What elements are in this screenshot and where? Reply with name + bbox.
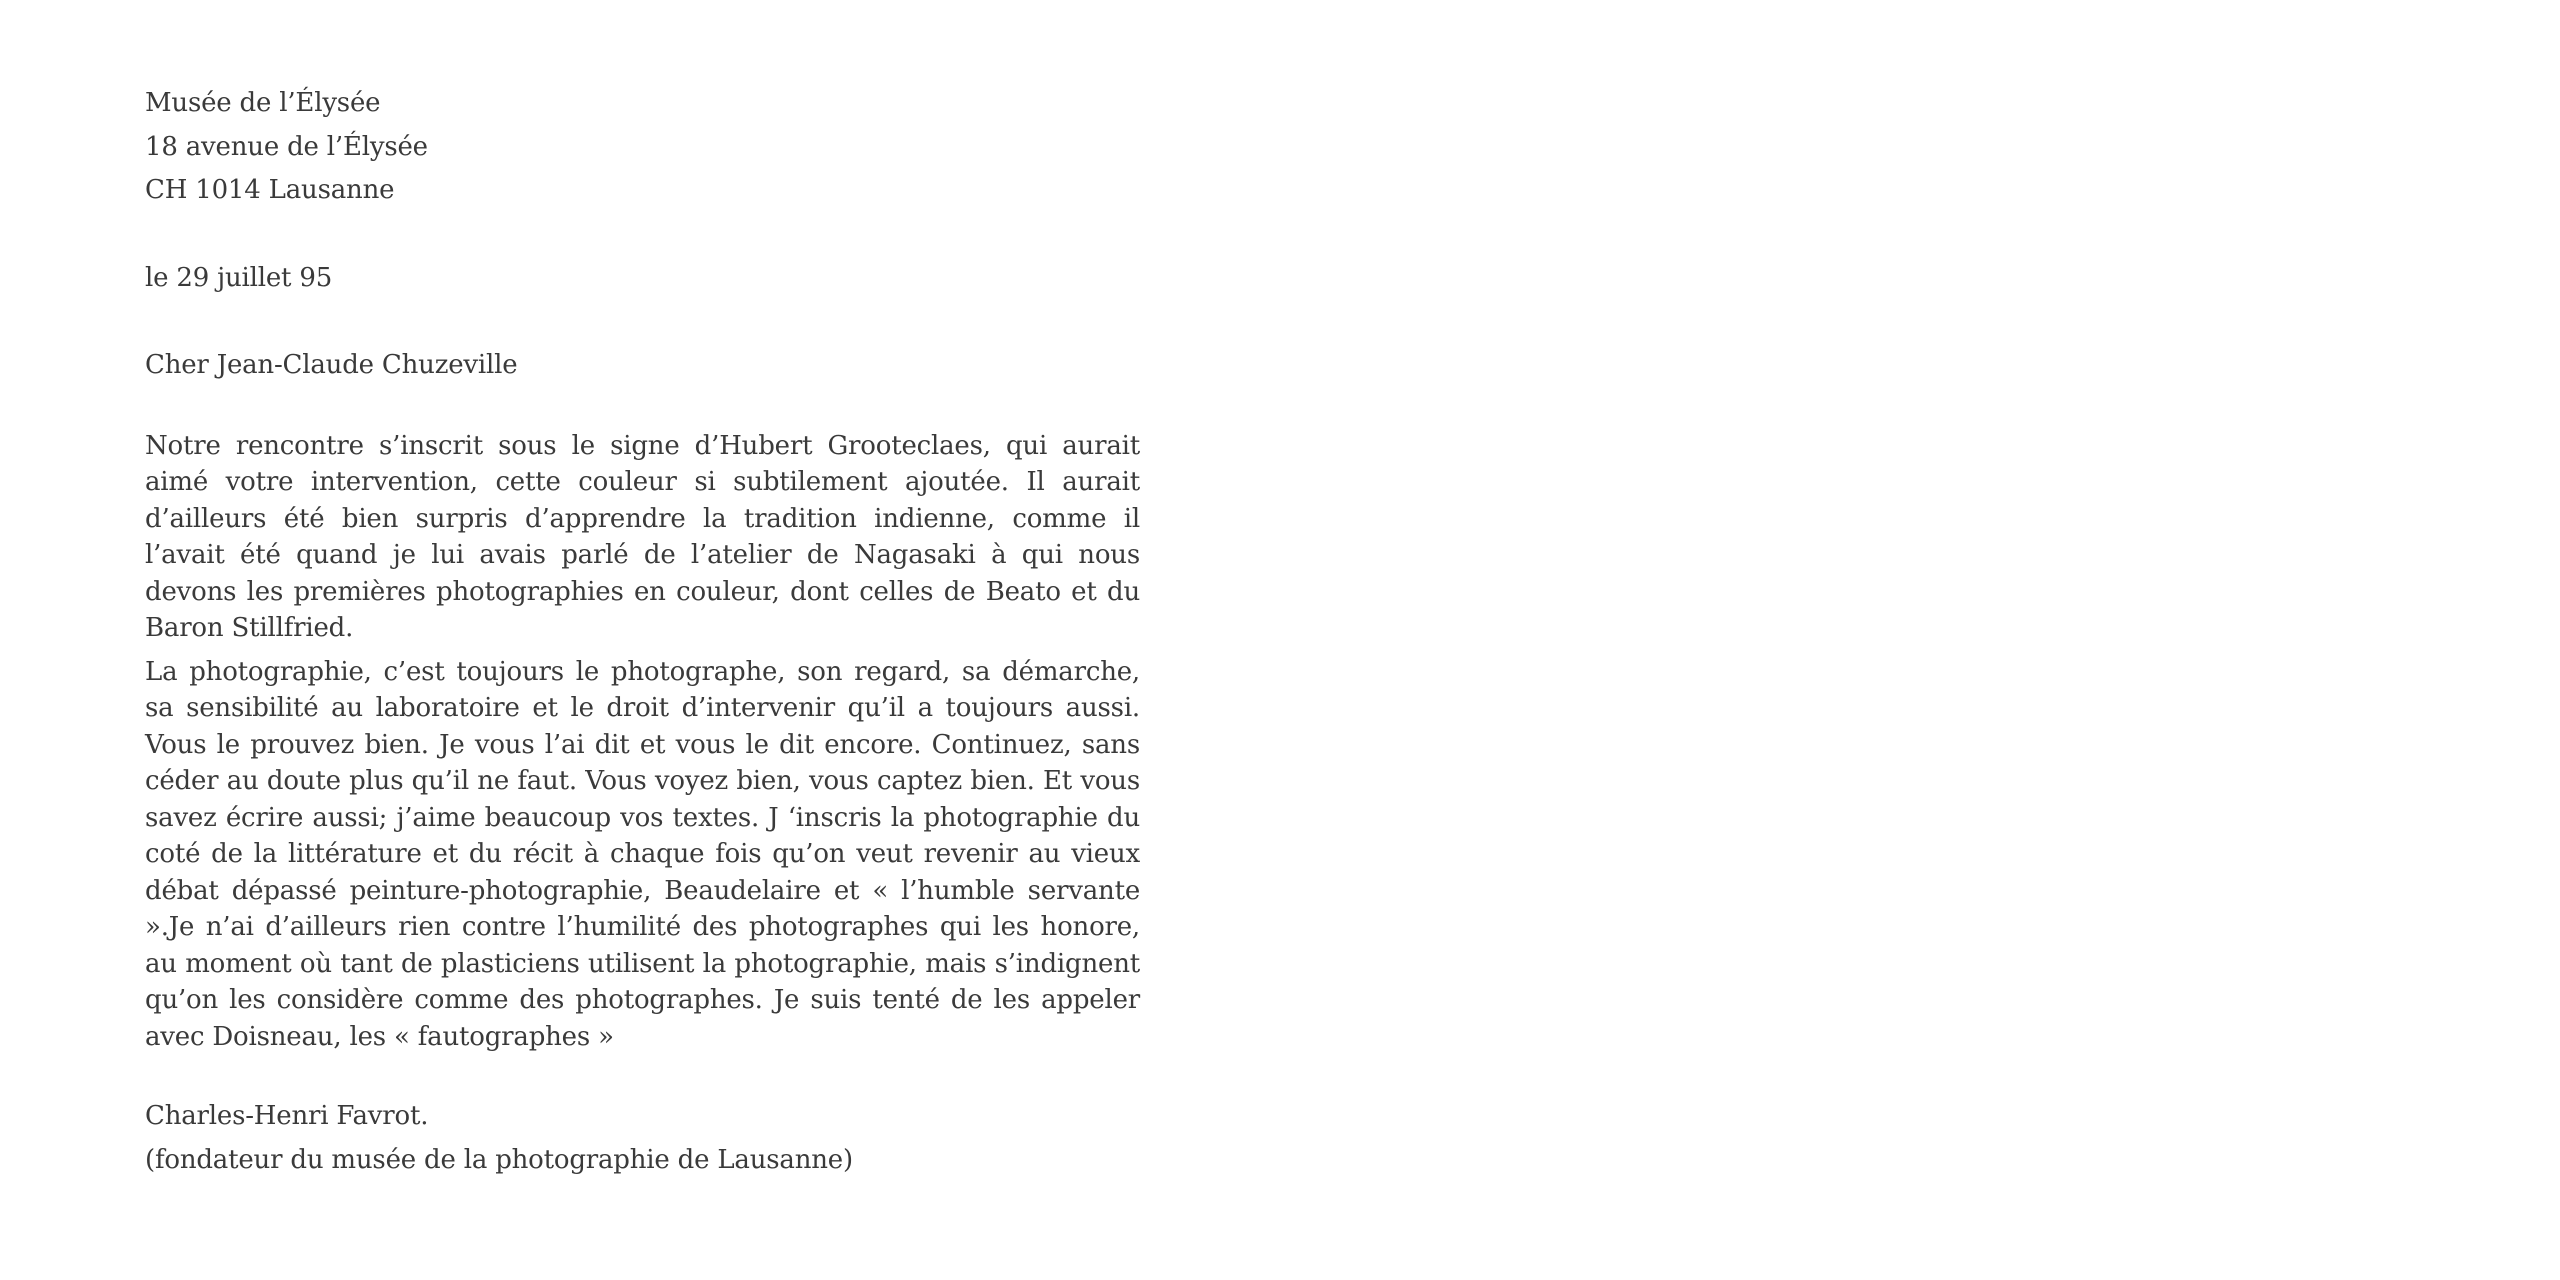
- letter: [145, 82, 1140, 1182]
- signature-block: [145, 1095, 1140, 1182]
- letter-date: le 29 juillet 95: [145, 262, 333, 293]
- salutation: Cher Jean-Claude Chuzeville: [145, 350, 518, 380]
- address-line-institution: Musée de l’Élysée: [145, 88, 381, 118]
- signature-name: Charles-Henri Favrot.: [145, 1101, 429, 1131]
- address-line-street: 18 avenue de l’Élysée: [145, 131, 428, 162]
- sender-address: [145, 82, 1140, 213]
- paragraph-1: Notre rencontre s’inscrit sous le signe d’Hubert Grooteclaes, qui aurait aimé votre intervention, cette couleur si subtilement ajoutée. Il aurait d’ailleurs été bien surpris d’apprendre la tradition indienne, comme il l’avait été quand je lui avais parlé de l’atelier de Nagasaki à qui nous devons les premières photographies en couleur, dont celles de Beato et du Baron Stillfried.: [145, 430, 1140, 643]
- signature-title: (fondateur du musée de la photographie de Lausanne): [145, 1144, 853, 1175]
- letter-body: [145, 428, 1140, 1056]
- paragraph-2: La photographie, c’est toujours le photographe, son regard, sa démarche, sa sensibilité au laboratoire et le droit d’intervenir qu’il a toujours aussi. Vous le prouvez bien. Je vous l’ai dit et vous le dit encore. Continuez, sans céder au doute plus qu’il ne faut. Vous voyez bien, vous captez bien. Et vous savez écrire aussi; j’aime beaucoup vos textes. J ‘inscris la photographie du coté de la littérature et du récit à chaque fois qu’on veut revenir au vieux débat dépassé peinture-photographie, Beaudelaire et « l’humble servante ».Je n’ai d’ailleurs rien contre l’humilité des photographes qui les honore, au moment où tant de plasticiens utilisent la photographie, mais s’indignent qu’on les considère comme des photographes. Je suis tenté de les appeler avec Doisneau, les « fautographes »: [145, 656, 1140, 1052]
- address-line-city: CH 1014 Lausanne: [145, 175, 395, 205]
